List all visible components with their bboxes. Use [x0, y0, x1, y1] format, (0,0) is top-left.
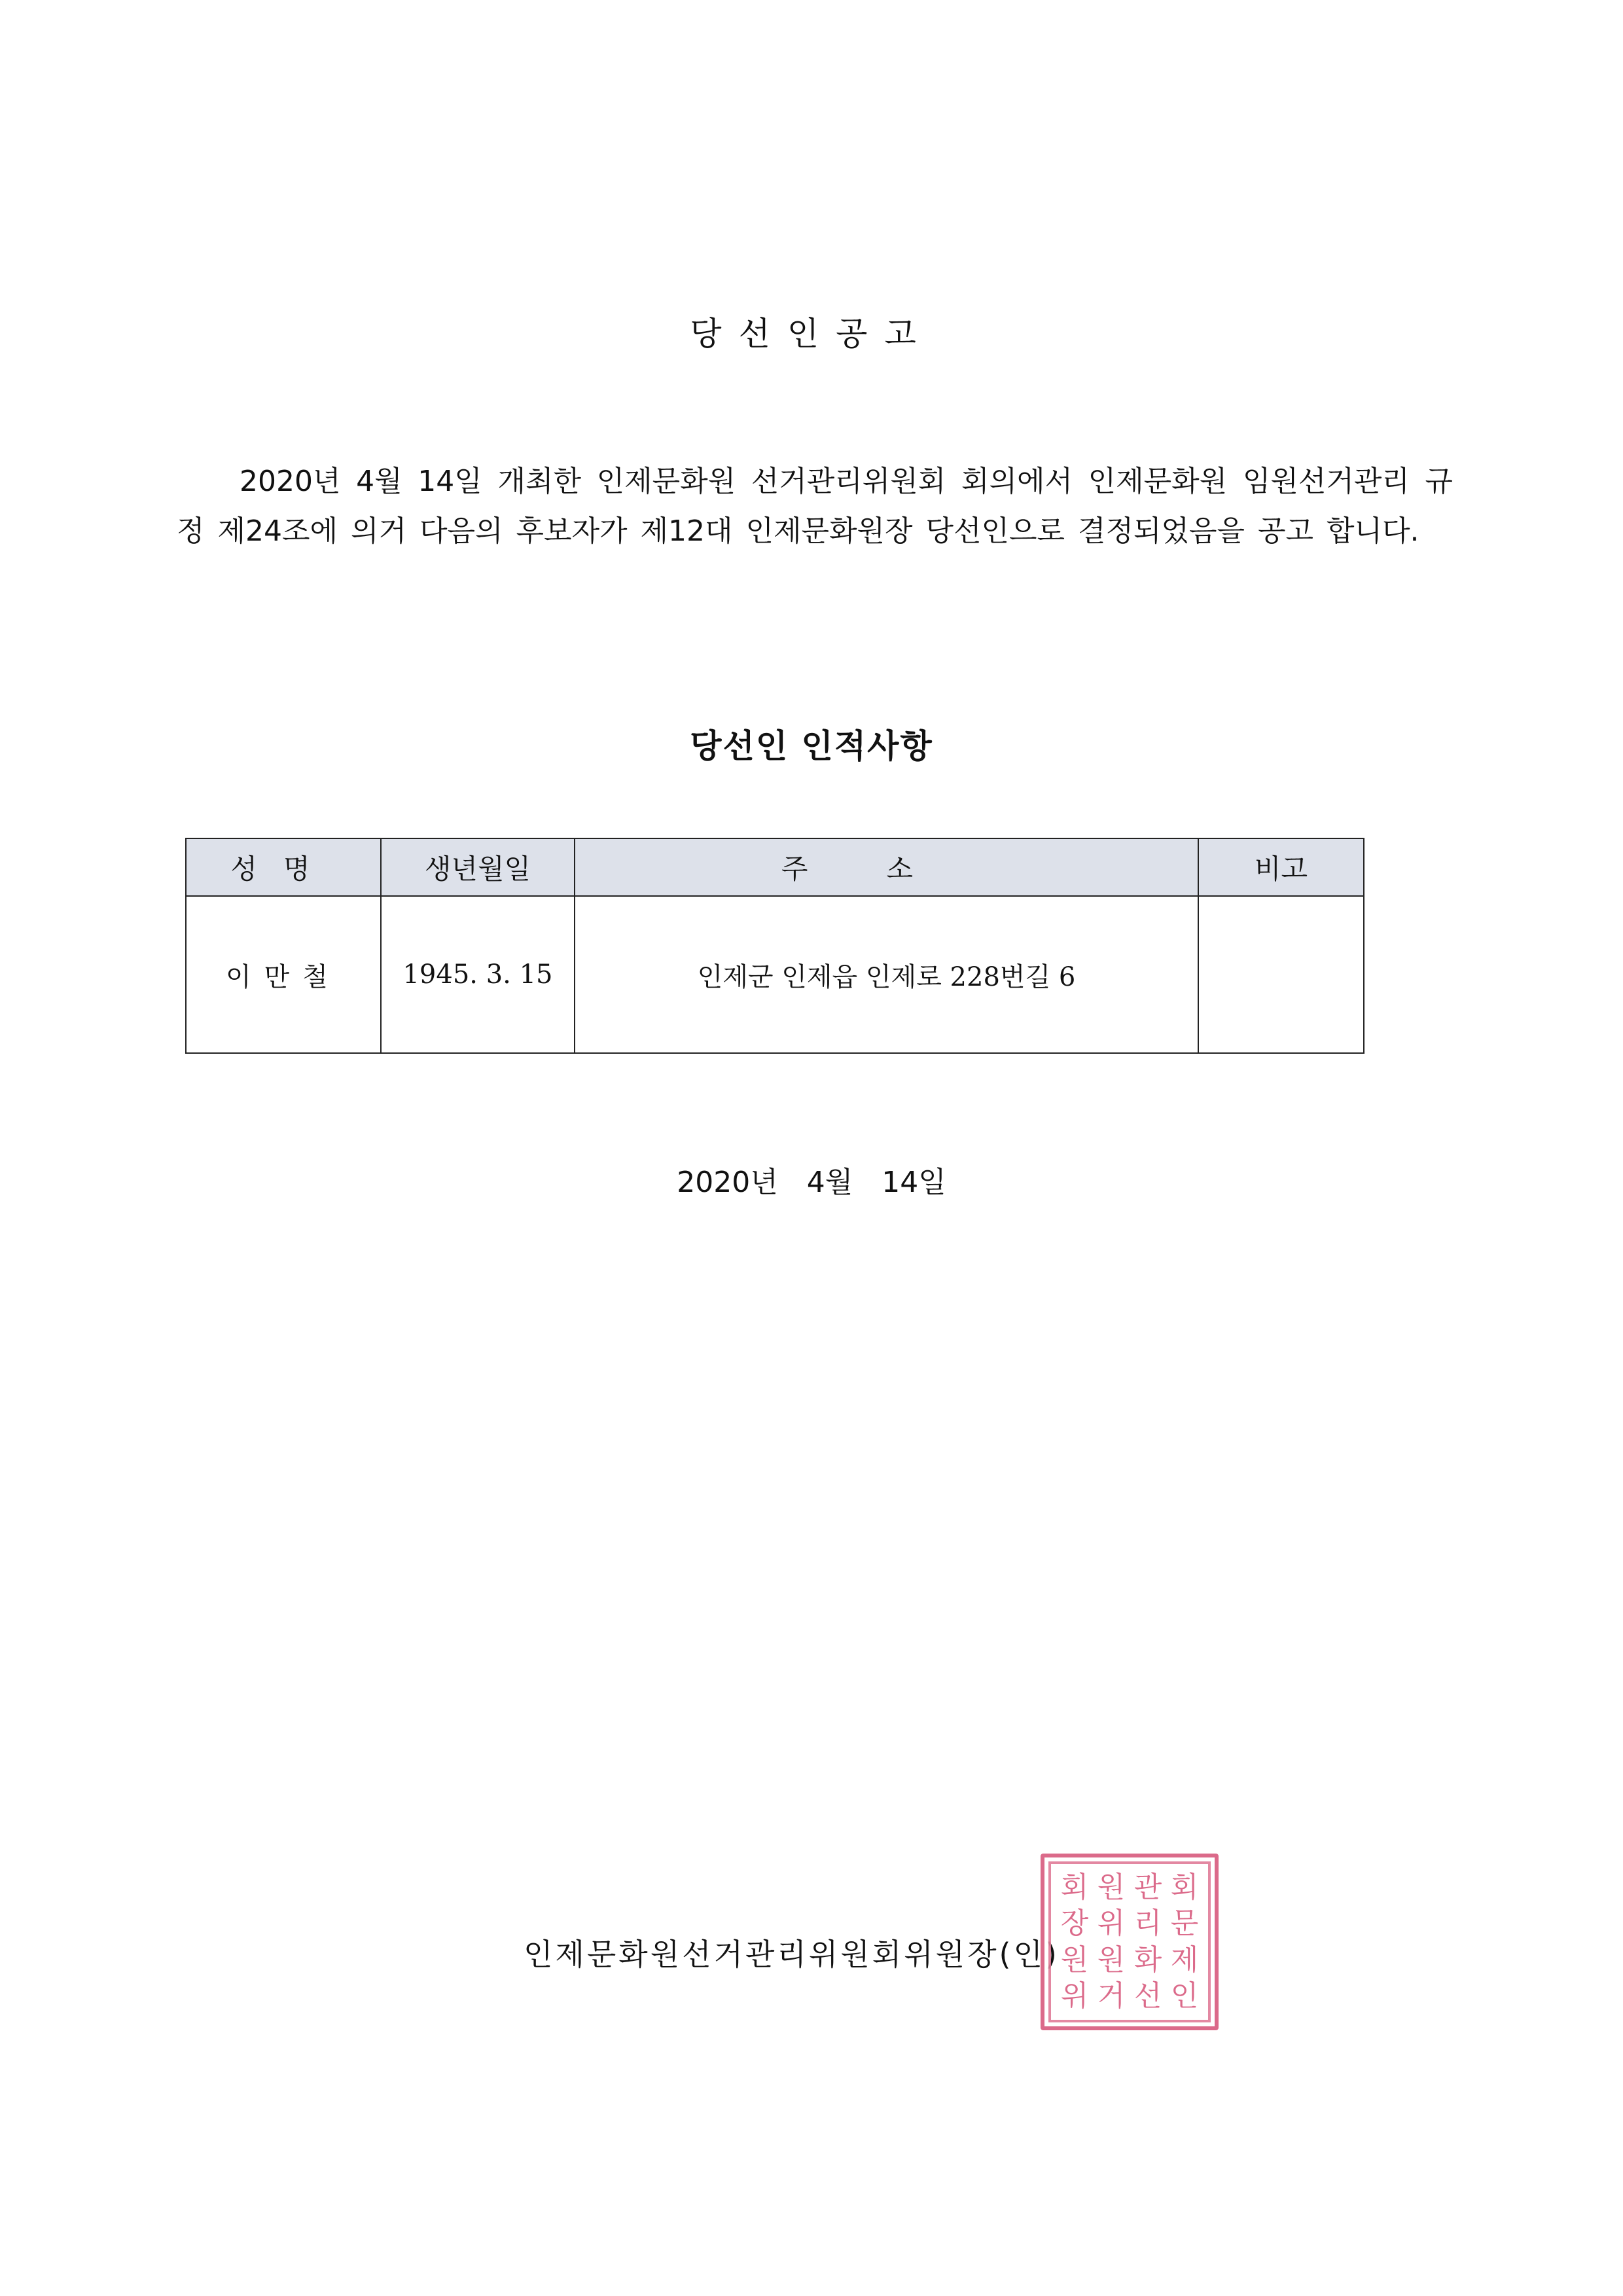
seal-char: 회	[1170, 1870, 1199, 1904]
cell-birth: 1945. 3. 15	[381, 896, 575, 1053]
cell-name-text: 이만철	[226, 961, 341, 992]
seal-char: 회	[1060, 1870, 1089, 1904]
seal-char: 원	[1097, 1943, 1126, 1977]
official-seal	[1041, 1854, 1219, 2030]
seal-char: 관	[1133, 1870, 1162, 1904]
cell-address: 인제군 인제읍 인제로 228번길 6	[575, 896, 1198, 1053]
announcement-body: 2020년 4월 14일 개최한 인제문화원 선거관리위원회 회의에서 인제문화원 임원선거관리 규정 제24조에 의거 다음의 후보자가 제12대 인제문화원장 당선인으로 결정되었음을 공고 합니다.	[177, 465, 1454, 548]
signer-title: 인제문화원선거관리위원회위원장(인)	[524, 1937, 1060, 1972]
seal-char: 원	[1097, 1870, 1126, 1904]
header-name-label: 성명	[230, 853, 336, 885]
seal-char: 원	[1060, 1943, 1089, 1977]
winner-info-table	[185, 838, 1364, 1054]
header-address-label: 주소	[781, 853, 992, 885]
header-name	[186, 838, 381, 896]
cell-name	[186, 896, 381, 1053]
seal-char: 제	[1170, 1943, 1199, 1977]
table-header-row	[186, 838, 1364, 896]
seal-characters	[1056, 1869, 1203, 2015]
cell-note	[1198, 896, 1364, 1053]
seal-char: 위	[1060, 1979, 1089, 2013]
header-note: 비고	[1198, 838, 1364, 896]
header-address	[575, 838, 1198, 896]
seal-char: 위	[1097, 1907, 1126, 1941]
seal-char: 문	[1170, 1907, 1199, 1941]
seal-char: 거	[1097, 1979, 1126, 2013]
seal-char: 화	[1133, 1943, 1162, 1977]
header-birth: 생년월일	[381, 838, 575, 896]
section-subtitle: 당선인 인적사항	[690, 727, 933, 765]
seal-char: 장	[1060, 1907, 1089, 1941]
table-row	[186, 896, 1364, 1053]
document-title: 당선인공고	[690, 315, 933, 353]
seal-char: 인	[1170, 1979, 1199, 2013]
seal-char: 리	[1133, 1907, 1162, 1941]
seal-char: 선	[1133, 1979, 1162, 2013]
announcement-date: 2020년 4월 14일	[677, 1166, 946, 1199]
